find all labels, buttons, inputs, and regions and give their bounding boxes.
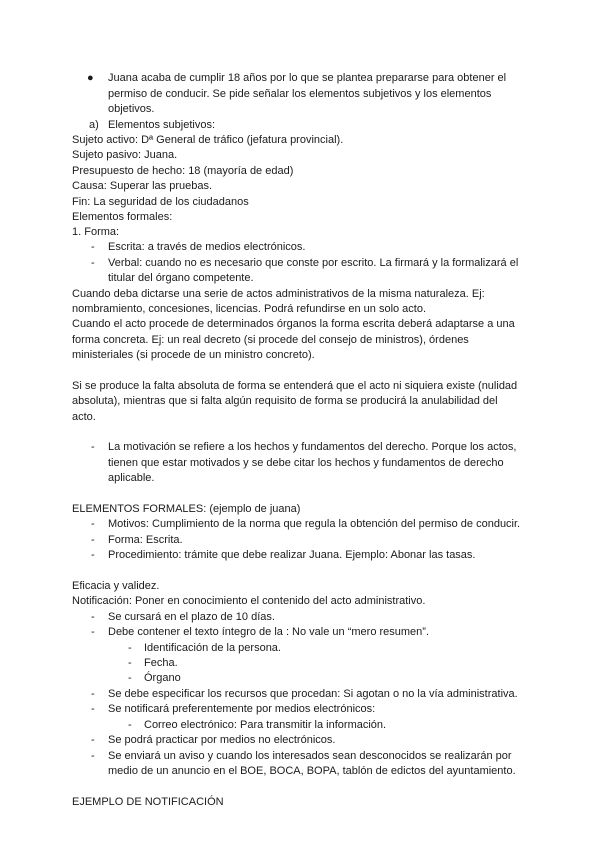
- section-heading: ELEMENTOS FORMALES: (ejemplo de juana): [72, 503, 301, 515]
- list-marker: -: [128, 719, 132, 731]
- list-marker: -: [91, 518, 95, 530]
- section-heading: Elementos subjetivos:: [108, 119, 215, 131]
- section-heading: Eficacia y validez.: [72, 580, 160, 592]
- list-item: Motivos: Cumplimiento de la norma que regula la obtención del permiso de conducir.: [108, 518, 521, 530]
- text-line: Causa: Superar las pruebas.: [72, 180, 213, 192]
- text-line: Cuando el acto procede de determinados órganos la forma escrita deberá adaptarse a una: [72, 318, 515, 330]
- list-marker: -: [91, 734, 95, 746]
- list-marker: -: [91, 534, 95, 546]
- text-line: Elementos formales:: [72, 211, 173, 223]
- intro-line: Juana acaba de cumplir 18 años por lo que se plantea prepararse para obtener el: [108, 72, 507, 84]
- text-line: nombramiento, concesiones, licencias. Podrá refundirse en un solo acto.: [72, 303, 427, 315]
- text-line: Cuando deba dictarse una serie de actos administrativos de la misma naturaleza. Ej:: [72, 288, 485, 300]
- list-marker: -: [128, 642, 132, 654]
- list-item: medio de un anuncio en el BOE, BOCA, BOPA, tablón de edictos del ayuntamiento.: [108, 765, 516, 777]
- list-item: Se podrá practicar por medios no electrónicos.: [108, 734, 336, 746]
- list-item: Correo electrónico: Para transmitir la información.: [144, 719, 387, 731]
- list-item: La motivación se refiere a los hechos y fundamentos del derecho. Porque los actos,: [108, 441, 517, 453]
- list-item: titular del órgano competente.: [108, 272, 254, 284]
- intro-line: permiso de conducir. Se pide señalar los elementos subjetivos y los elementos: [108, 88, 492, 100]
- text-line: absoluta), mientras que si falta algún requisito de forma se producirá la anulabilidad del: [72, 395, 498, 407]
- list-marker: -: [91, 750, 95, 762]
- list-item: Verbal: cuando no es necesario que conste por escrito. La firmará y la formalizará el: [108, 257, 519, 269]
- list-marker: -: [91, 257, 95, 269]
- list-item: tienen que estar motivados y se debe citar los hechos y fundamentos de derecho: [108, 457, 504, 469]
- list-item: Identificación de la persona.: [144, 642, 281, 654]
- text-line: Sujeto pasivo: Juana.: [72, 149, 178, 161]
- list-marker: -: [91, 703, 95, 715]
- list-marker: a): [89, 119, 99, 131]
- bullet-marker: ●: [87, 72, 94, 84]
- section-heading: EJEMPLO DE NOTIFICACIÓN: [72, 796, 224, 808]
- list-item: Debe contener el texto íntegro de la : No vale un “mero resumen”.: [108, 626, 430, 638]
- list-item: Escrita: a través de medios electrónicos.: [108, 241, 306, 253]
- list-marker: -: [91, 549, 95, 561]
- text-line: Sujeto activo: Dª General de tráfico (jefatura provincial).: [72, 134, 344, 146]
- list-item: Órgano: [144, 672, 181, 684]
- list-item: Fecha.: [144, 657, 178, 669]
- text-line: Notificación: Poner en conocimiento el contenido del acto administrativo.: [72, 595, 426, 607]
- list-marker: -: [91, 626, 95, 638]
- list-marker: -: [91, 441, 95, 453]
- list-item: Procedimiento: trámite que debe realizar Juana. Ejemplo: Abonar las tasas.: [108, 549, 476, 561]
- list-item: Forma: Escrita.: [108, 534, 183, 546]
- text-line: 1. Forma:: [72, 226, 120, 238]
- list-item: Se cursará en el plazo de 10 días.: [108, 611, 275, 623]
- list-marker: -: [91, 241, 95, 253]
- text-line: forma concreta. Ej: un real decreto (si procede del consejo de ministros), órdenes: [72, 334, 469, 346]
- intro-line: objetivos.: [108, 103, 155, 115]
- list-item: Se enviará un aviso y cuando los interesados sean desconocidos se realizarán por: [108, 750, 512, 762]
- list-marker: -: [91, 688, 95, 700]
- text-line: ministeriales (si procede de un ministro concreto).: [72, 349, 315, 361]
- list-item: Se debe especificar los recursos que procedan: Si agotan o no la vía administrativa.: [108, 688, 518, 700]
- text-line: Presupuesto de hecho: 18 (mayoría de edad): [72, 165, 294, 177]
- list-marker: -: [128, 657, 132, 669]
- text-line: acto.: [72, 411, 96, 423]
- list-item: aplicable.: [108, 472, 155, 484]
- text-line: Si se produce la falta absoluta de forma se entenderá que el acto ni siquiera existe (nulidad: [72, 380, 518, 392]
- list-marker: -: [128, 672, 132, 684]
- text-line: Fin: La seguridad de los ciudadanos: [72, 196, 249, 208]
- list-item: Se notificará preferentemente por medios electrónicos:: [108, 703, 376, 715]
- list-marker: -: [91, 611, 95, 623]
